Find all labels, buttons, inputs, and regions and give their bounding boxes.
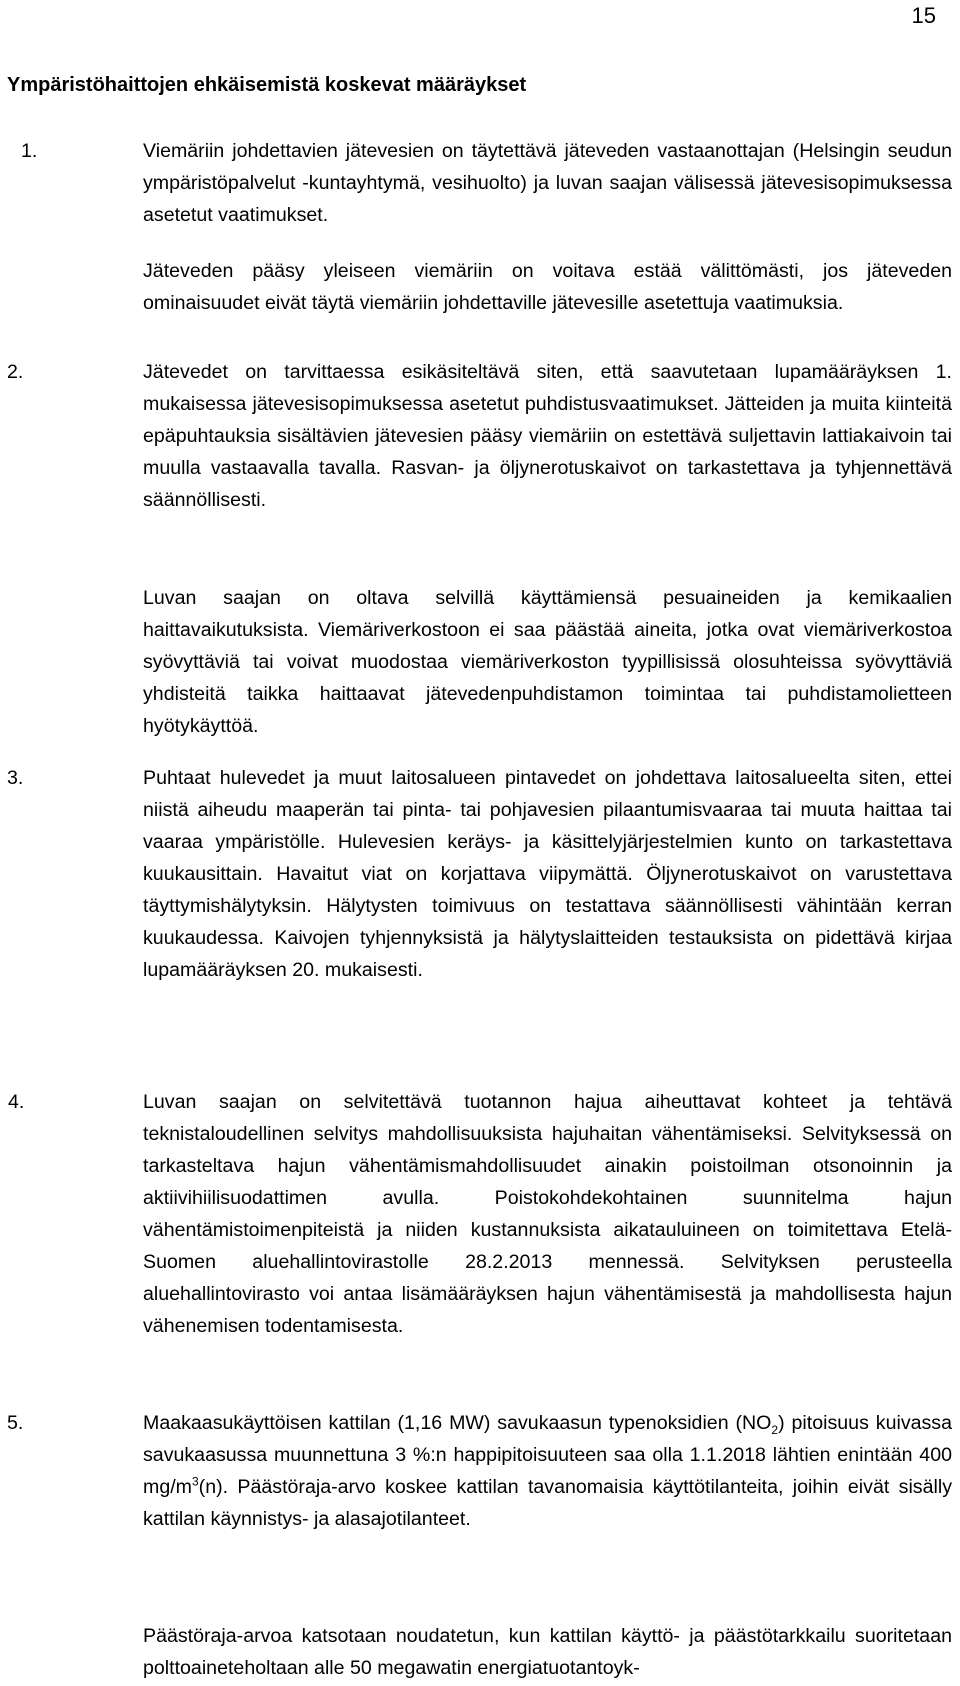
paragraph: Luvan saajan on oltava selvillä käyttämiensä pesuaineiden ja kemikaalien haittavaikutuksista. Viemäriverkostoon ei saa päästää aineita, jotka ovat viemäriverkostoa syövyttäviä tai voivat muodostaa viemäriverkoston tyypillisissä olosuhteissa syövyttäviä yhdisteitä taikka haittaavat jätevedenpuhdistamon toimintaa tai puhdistamolietteen hyötykäyttöä. xyxy=(143,587,952,737)
item-number-3: 3. xyxy=(7,767,24,789)
superscript: 3 xyxy=(191,1474,199,1489)
paragraph: Jäteveden pääsy yleiseen viemäriin on voitava estää välittömästi, jos jäteveden ominaisuudet eivät täytä viemäriin johdettaville jätevesille asetettuja vaatimuksia. xyxy=(143,260,952,314)
paragraph: Luvan saajan on selvitettävä tuotannon hajua aiheuttavat kohteet ja tehtävä teknistaloudellinen selvitys mahdollisuuksista hajuhaitan vähentämiseksi. Selvityksessä on tarkasteltava hajun vähentämismahdollisuudet ainakin poistoilman otsonoinnin ja aktiivihiilisuodattimen avulla. Poistokohdekohtainen suunnitelma hajun vähentämistoimenpiteistä ja niiden kustannuksista aikatauluineen on toimitettava Etelä-Suomen aluehallintovirastolle 28.2.2013 mennessä. Selvityksen perusteella aluehallintovirasto voi antaa lisämääräyksen hajun vähentämisestä ja mahdollisesta hajun vähenemisen todentamisesta. xyxy=(143,1091,952,1337)
subscript: 2 xyxy=(771,1422,779,1437)
text-run: ) pitoisuus kuivassa savukaasussa muunnettuna 3 %:n happipitoisuuteen saa olla 1.1.2018 lähtien enintään 400 mg/m xyxy=(143,1412,952,1498)
item-number-2: 2. xyxy=(7,361,24,383)
paragraph: Jätevedet on tarvittaessa esikäsiteltävä siten, että saavutetaan lupamääräyksen 1. mukaisessa jätevesisopimuksessa asetetut puhdistusvaatimukset. Jätteiden ja muita kiinteitä epäpuhtauksia sisältävien jätevesien pääsy viemäriin on estettävä suljettavin lattiakaivoin tai muulla vastaavalla tavalla. Rasvan- ja öljynerotuskaivot on tarkastettava ja tyhjennettävä säännöllisesti. xyxy=(143,361,952,511)
item-number-4: 4. xyxy=(8,1091,25,1113)
paragraph: Päästöraja-arvoa katsotaan noudatetun, kun kattilan käyttö- ja päästötarkkailu suoritetaan polttoaineteholtaan alle 50 megawatin energiatuotantoyk- xyxy=(143,1625,952,1679)
paragraph: Puhtaat hulevedet ja muut laitosalueen pintavedet on johdettava laitosalueelta siten, ettei niistä aiheudu maaperän tai pinta- tai pohjavesien pilaantumisvaaraa tai muuta haittaa tai vaaraa ympäristölle. Hulevesien keräys- ja käsittelyjärjestelmien kunto on tarkastettava kuukausittain. Havaitut viat on korjattava viipymättä. Öljynerotuskaivot on varustettava täyttymishälytyksin. Hälytysten toimivuus on testattava säännöllisesti vähintään kerran kuukaudessa. Kaivojen tyhjennyksistä ja hälytyslaitteiden testauksista on pidettävä kirjaa lupamääräyksen 20. mukaisesti. xyxy=(143,767,952,981)
section-heading: Ympäristöhaittojen ehkäisemistä koskevat määräykset xyxy=(7,74,527,96)
page-number: 15 xyxy=(911,3,936,28)
paragraph xyxy=(143,1407,952,1535)
item-number-1: 1. xyxy=(21,140,38,162)
text-run: Maakaasukäyttöisen kattilan (1,16 MW) savukaasun typenoksidien (NO xyxy=(143,1412,772,1434)
paragraph: Viemäriin johdettavien jätevesien on täytettävä jäteveden vastaanottajan (Helsingin seudun ympäristöpalvelut -kuntayhtymä, vesihuolto) ja luvan saajan välisessä jätevesisopimuksessa asetetut vaatimukset. xyxy=(143,140,952,226)
item-number-5: 5. xyxy=(7,1412,24,1434)
text-run: (n). Päästöraja-arvo koskee kattilan tavanomaisia käyttötilanteita, joihin eivät sisälly kattilan käynnistys- ja alasajotilanteet. xyxy=(143,1476,952,1530)
